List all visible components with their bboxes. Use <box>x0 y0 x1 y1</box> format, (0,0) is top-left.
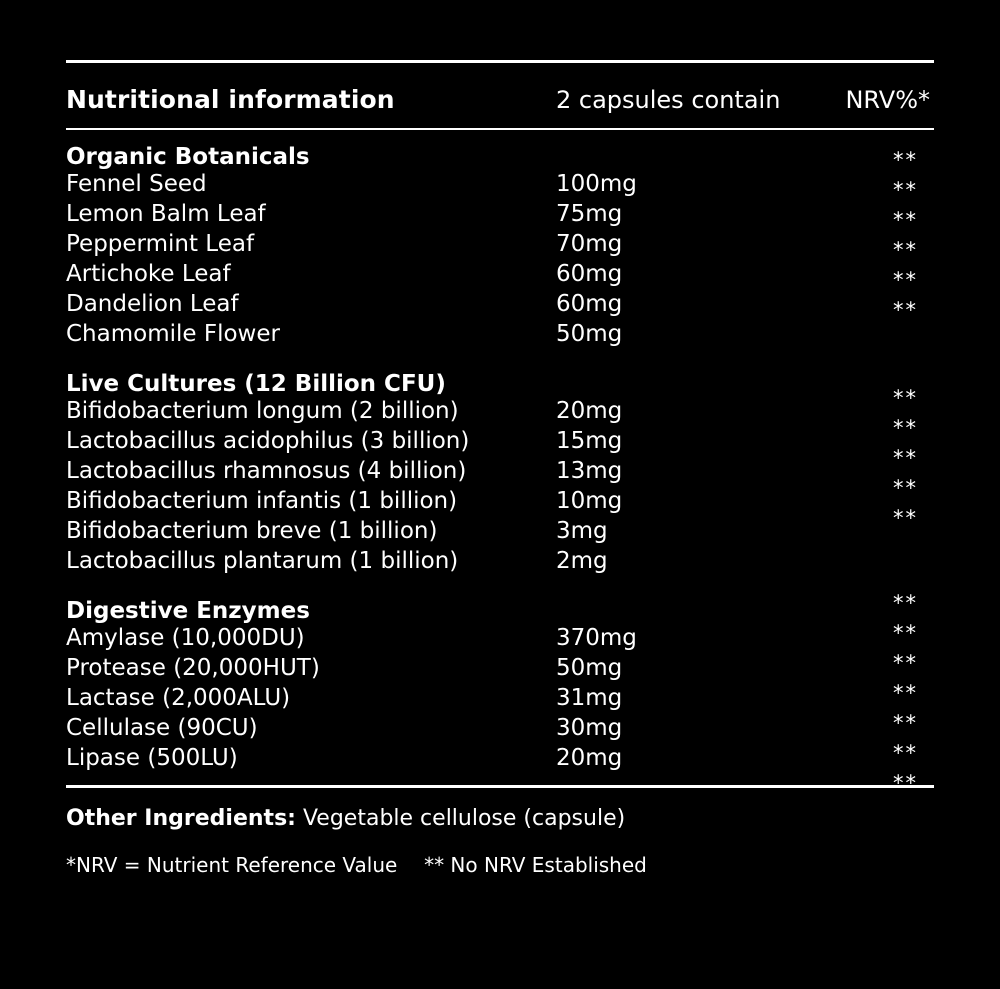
nutrient-amount: 13mg <box>556 458 623 484</box>
page-title: Nutritional information <box>66 85 395 114</box>
nutrient-amount: 3mg <box>556 518 608 544</box>
nrv-mark: ** <box>893 681 918 705</box>
nutrient-name: Lactobacillus plantarum (1 billion) <box>66 548 459 574</box>
nutrient-group <box>66 598 934 775</box>
nrv-mark: ** <box>893 416 918 440</box>
table-row <box>66 651 934 685</box>
nutrient-amount: 50mg <box>556 321 623 347</box>
nrv-mark: ** <box>893 621 918 645</box>
table-row <box>66 261 934 291</box>
table-row <box>66 428 934 458</box>
nutrient-amount: 50mg <box>556 655 623 681</box>
nrv-mark: ** <box>893 476 918 500</box>
nutrient-amount: 31mg <box>556 685 623 711</box>
nutrient-amount: 30mg <box>556 715 623 741</box>
nrv-mark: ** <box>893 238 918 262</box>
nutrient-name: Lemon Balm Leaf <box>66 201 266 227</box>
nutrient-amount: 10mg <box>556 488 623 514</box>
amount-column-header: 2 capsules contain <box>556 86 781 114</box>
nutrition-table-body <box>66 130 934 795</box>
table-header-row <box>66 63 934 128</box>
table-row <box>66 548 934 578</box>
group-title: Live Cultures (12 Billion CFU) <box>66 371 446 397</box>
nutrient-name: Lactobacillus acidophilus (3 billion) <box>66 428 470 454</box>
nrv-mark: ** <box>893 771 918 795</box>
nrv-mark: ** <box>893 298 918 322</box>
nrv-mark: ** <box>893 268 918 292</box>
table-row <box>66 321 934 351</box>
nrv-column-header: NRV%* <box>845 86 930 114</box>
table-row <box>66 201 934 231</box>
nrv-mark: ** <box>893 386 918 410</box>
nrv-mark: ** <box>893 208 918 232</box>
footer <box>66 788 934 877</box>
nutrient-name: Protease (20,000HUT) <box>66 655 320 681</box>
nutrient-amount: 15mg <box>556 428 623 454</box>
nutrient-group <box>66 371 934 578</box>
nutrient-name: Bifidobacterium longum (2 billion) <box>66 398 459 424</box>
nutrient-amount: 20mg <box>556 745 623 771</box>
nrv-legend: *NRV = Nutrient Reference Value <box>66 853 398 877</box>
nrv-mark: ** <box>893 651 918 675</box>
nrv-mark: ** <box>893 591 918 615</box>
nrv-mark: ** <box>893 178 918 202</box>
group-title: Organic Botanicals <box>66 144 310 170</box>
nutrition-panel <box>66 60 934 877</box>
nrv-mark: ** <box>893 711 918 735</box>
nutrient-name: Bifidobacterium infantis (1 billion) <box>66 488 458 514</box>
nutrient-amount: 75mg <box>556 201 623 227</box>
nutrient-name: Artichoke Leaf <box>66 261 231 287</box>
nutrient-name: Bifidobacterium breve (1 billion) <box>66 518 438 544</box>
nutrient-name: Lipase (500LU) <box>66 745 238 771</box>
other-ingredients-value: Vegetable cellulose (capsule) <box>302 806 626 831</box>
nutrient-name: Amylase (10,000DU) <box>66 625 305 651</box>
table-row <box>66 458 934 488</box>
nutrient-name: Lactase (2,000ALU) <box>66 685 291 711</box>
table-row <box>66 231 934 261</box>
table-row <box>66 171 934 201</box>
table-row <box>66 681 934 715</box>
nutrient-name: Fennel Seed <box>66 171 207 197</box>
nutrient-name: Chamomile Flower <box>66 321 280 347</box>
nrv-legend-line <box>66 853 934 877</box>
nutrient-amount: 2mg <box>556 548 608 574</box>
table-row <box>66 518 934 548</box>
nrv-mark: ** <box>893 148 918 172</box>
group-title: Digestive Enzymes <box>66 598 310 624</box>
nutrient-name: Lactobacillus rhamnosus (4 billion) <box>66 458 467 484</box>
nutrient-name: Peppermint Leaf <box>66 231 255 257</box>
table-row <box>66 711 934 745</box>
nutrient-amount: 20mg <box>556 398 623 424</box>
table-row <box>66 741 934 775</box>
nutrient-amount: 370mg <box>556 625 637 651</box>
nrv-mark: ** <box>893 506 918 530</box>
table-row <box>66 291 934 321</box>
no-nrv-legend: ** No NRV Established <box>424 853 647 877</box>
table-row <box>66 488 934 518</box>
nutrient-name: Dandelion Leaf <box>66 291 239 317</box>
nutrient-amount: 70mg <box>556 231 623 257</box>
nutrient-name: Cellulase (90CU) <box>66 715 258 741</box>
nutrient-amount: 100mg <box>556 171 637 197</box>
nutrient-amount: 60mg <box>556 291 623 317</box>
nutrient-amount: 60mg <box>556 261 623 287</box>
nrv-mark: ** <box>893 446 918 470</box>
table-row <box>66 398 934 428</box>
table-row <box>66 621 934 655</box>
nrv-mark: ** <box>893 741 918 765</box>
nutrient-group <box>66 144 934 351</box>
other-ingredients-label: Other Ingredients: <box>66 806 296 831</box>
other-ingredients-line <box>66 806 934 853</box>
